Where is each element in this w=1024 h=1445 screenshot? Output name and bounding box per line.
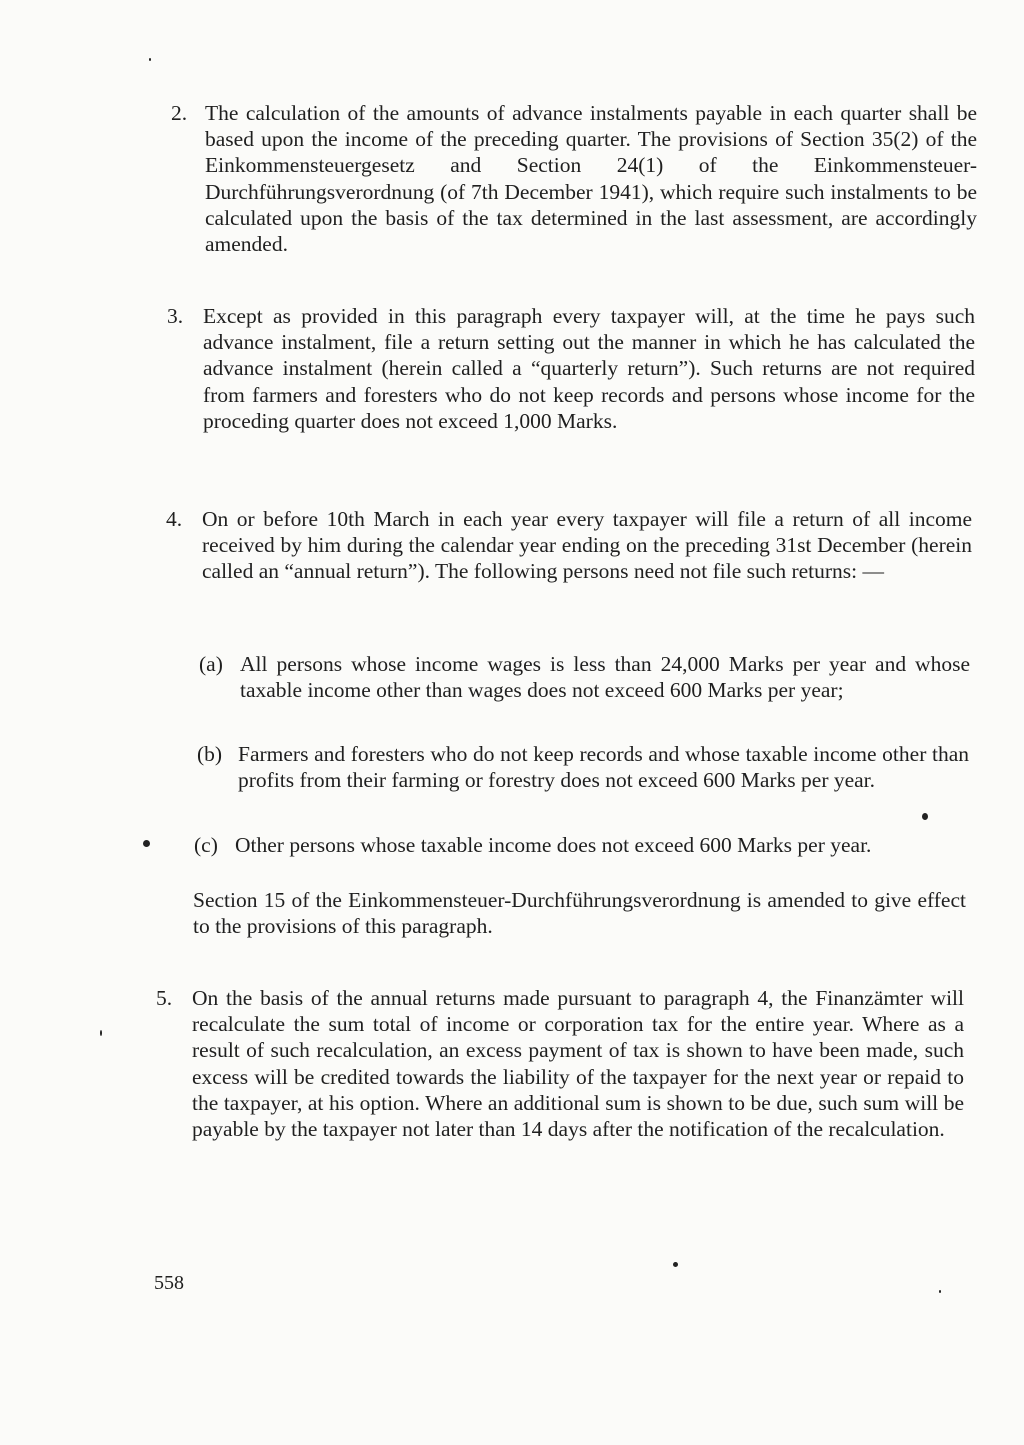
page-number: 558 xyxy=(154,1272,184,1294)
paragraph-text: On or before 10th March in each year every taxpayer will file a return of all income received by him during the calendar year ending on the preceding 31st December (herein called an “annual return”). The following persons need not file such returns: — xyxy=(202,507,972,584)
scan-speck xyxy=(673,1262,678,1267)
paragraph-number: 4. xyxy=(166,507,183,531)
paragraph-4 xyxy=(166,506,972,585)
subparagraph-text: Other persons whose taxable income does not exceed 600 Marks per year. xyxy=(235,833,872,857)
paragraph-number: 3. xyxy=(167,304,184,328)
paragraph-text: On the basis of the annual returns made pursuant to paragraph 4, the Finanzämter will recalculate the sum total of income or corporation tax for the entire year. Where as a result of such recalculation, an excess payment of tax is shown to have been made, such excess will be credited towards the liability of the taxpayer for the next year or repaid to the taxpayer, at his option. Where an additional sum is shown to be due, such sum will be payable by the taxpayer not later than 14 days after the notification of the recalculation. xyxy=(192,986,964,1142)
subparagraph-label: (a) xyxy=(199,652,223,676)
scan-speck xyxy=(922,813,928,820)
subparagraph-a xyxy=(199,651,970,703)
paragraph-number: 2. xyxy=(171,101,188,125)
note-text: Section 15 of the Einkommensteuer-Durchführungsverordnung is amended to give effect to the provisions of this paragraph. xyxy=(193,888,966,939)
scan-speck xyxy=(149,58,151,61)
subparagraph-c xyxy=(194,832,966,858)
section-15-note xyxy=(193,887,966,939)
scan-speck xyxy=(100,1030,102,1036)
scan-speck xyxy=(143,840,150,847)
paragraph-3 xyxy=(167,303,975,434)
subparagraph-b xyxy=(197,741,969,793)
subparagraph-text: Farmers and foresters who do not keep records and whose taxable income other than profits from their farming or forestry does not exceed 600 Marks per year. xyxy=(238,742,969,793)
scan-speck xyxy=(939,1290,941,1293)
paragraph-text: Except as provided in this paragraph every taxpayer will, at the time he pays such advance instalment, file a return setting out the manner in which he has calculated the advance instalment (herein called a “quarterly return”). Such returns are not required from farmers and foresters who do not keep records and persons whose income for the proceding quarter does not exceed 1,000 Marks. xyxy=(203,304,975,433)
subparagraph-label: (b) xyxy=(197,742,223,766)
paragraph-5 xyxy=(156,985,964,1142)
paragraph-text: The calculation of the amounts of advance instalments payable in each quarter shall be based upon the income of the preceding quarter. The provisions of Section 35(2) of the Einkommensteuergesetz and Section 24(1) of the Einkommensteuer-Durchführungsverordnung (of 7th December 1941), which require such instalments to be calculated upon the basis of the tax determined in the last assessment, are accordingly amended. xyxy=(205,101,977,257)
paragraph-number: 5. xyxy=(156,986,173,1010)
paragraph-2 xyxy=(171,100,977,257)
subparagraph-label: (c) xyxy=(194,833,218,857)
subparagraph-text: All persons whose income wages is less than 24,000 Marks per year and whose taxable income other than wages does not exceed 600 Marks per year; xyxy=(240,652,970,703)
